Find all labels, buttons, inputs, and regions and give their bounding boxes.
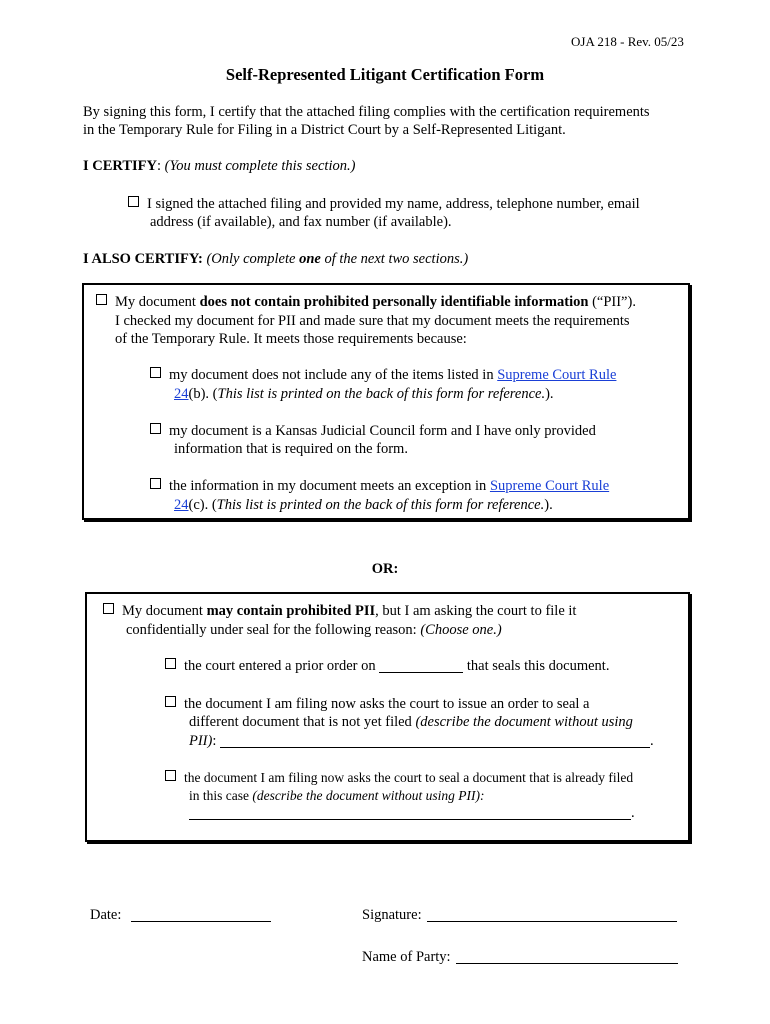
section2-opt2-line2-pre: different document that is not yet filed: [189, 714, 416, 730]
section2-opt2-line-3: [189, 733, 654, 750]
section2-opt3-line-1: the document I am filing now asks the court to seal a document that is already filed: [184, 770, 634, 785]
checkbox[interactable]: [165, 696, 176, 707]
party-row: [362, 949, 678, 966]
checkbox[interactable]: [96, 294, 107, 305]
section2-opt3-line2-pre: in this case: [189, 788, 253, 803]
certify-instruction: (You must complete this section.): [164, 158, 356, 174]
section1-lead-pre: My document: [115, 294, 200, 310]
section1-opt1-end: ).: [545, 386, 554, 402]
certify-item-line-2: address (if available), and fax number (if available).: [150, 214, 452, 230]
unfiled-document-description-field[interactable]: [220, 733, 650, 748]
section2-opt3-line2-ital: (describe the document without using PII):: [252, 788, 485, 803]
section2-opt2-line3-ital: PII): [189, 733, 213, 749]
section2-opt3-line-2: [189, 788, 484, 804]
checkbox[interactable]: [103, 603, 114, 614]
checkbox[interactable]: [165, 658, 176, 669]
section2-opt3-line3-end: .: [631, 805, 635, 821]
also-certify-instr-pre: (Only complete: [206, 251, 300, 267]
certify-heading-line: I CERTIFY: (You must complete this section.): [83, 158, 356, 174]
section2-opt1-post: that seals this document.: [463, 658, 610, 674]
section2-lead-bold: may contain prohibited PII: [206, 603, 376, 619]
section1-line-2: I checked my document for PII and made sure that my document meets the requirements: [115, 313, 630, 329]
section1-opt1-mid: (b). (: [188, 386, 218, 402]
section1-lead-post: (“PII”).: [588, 294, 636, 310]
date-label: Date:: [90, 907, 122, 923]
date-field[interactable]: [131, 907, 271, 922]
also-certify-instr-post: of the next two sections.): [320, 251, 469, 267]
section1-opt3-ital: This list is printed on the back of this form for reference.: [216, 497, 545, 513]
section1-opt3-text: the information in my document meets an exception in: [169, 478, 490, 494]
prior-order-date-field[interactable]: [379, 658, 463, 673]
signature-label: Signature:: [362, 907, 422, 923]
form-id: OJA 218 - Rev. 05/23: [571, 34, 684, 49]
certify-item-line-1: I signed the attached filing and provided my name, address, telephone number, email: [147, 196, 640, 212]
section1-opt3-mid: (c). (: [188, 497, 217, 513]
section2-lead-pre: My document: [122, 603, 207, 619]
supreme-court-rule-link[interactable]: Supreme Court Rule: [497, 367, 617, 383]
section2-opt2-line3-end: .: [650, 733, 654, 749]
filed-document-description-field[interactable]: [189, 805, 631, 820]
section1-lead: [96, 294, 636, 311]
also-certify-line: [83, 251, 468, 268]
section1-opt2-line-2: information that is required on the form.: [174, 441, 408, 457]
or-divider: OR:: [371, 561, 399, 577]
section2-opt2-line-1: the document I am filing now asks the court to issue an order to seal a: [184, 696, 590, 712]
signature-field[interactable]: [427, 907, 677, 922]
section2-opt3-line-3: [189, 805, 635, 822]
checkbox[interactable]: [128, 196, 139, 207]
signature-row: [362, 907, 677, 924]
section2-option-2: [165, 696, 590, 713]
party-name-label: Name of Party:: [362, 949, 451, 965]
intro-line-2: in the Temporary Rule for Filing in a District Court by a Self-Represented Litigant.: [83, 122, 566, 138]
party-name-field[interactable]: [456, 949, 678, 964]
section2-line-2: [126, 622, 502, 639]
page-title: Self-Represented Litigant Certification Form: [225, 65, 545, 84]
section1-option-1: [150, 367, 616, 384]
section1-option-1-cont: [174, 386, 554, 403]
section1-line-3: of the Temporary Rule. It meets those requirements because:: [115, 331, 467, 347]
section2-line2-pre: confidentially under seal for the following reason:: [126, 622, 421, 638]
section2-opt2-line2-ital: (describe the document without using: [415, 714, 633, 730]
checkbox[interactable]: [150, 423, 161, 434]
date-row: [90, 907, 271, 924]
section2-option-1: [165, 658, 609, 675]
certify-heading: I CERTIFY: [83, 158, 158, 174]
section1-option-3-cont: [174, 497, 553, 514]
rule-24-link[interactable]: 24: [174, 497, 189, 513]
also-certify-instr-bold: one: [299, 251, 321, 267]
section1-opt1-text: my document does not include any of the items listed in: [169, 367, 498, 383]
rule-24-link[interactable]: 24: [174, 386, 189, 402]
section2-lead: [103, 603, 576, 620]
section1-option-3: [150, 478, 609, 495]
section2-lead-post: , but I am asking the court to file it: [375, 603, 577, 619]
checkbox[interactable]: [165, 770, 176, 781]
checkbox[interactable]: [150, 478, 161, 489]
also-certify-heading: I ALSO CERTIFY:: [83, 251, 203, 267]
section2-opt2-line3-post: :: [212, 733, 220, 749]
section2-opt1-pre: the court entered a prior order on: [184, 658, 380, 674]
section2-opt2-line-2: [189, 714, 633, 731]
section1-lead-bold: does not contain prohibited personally identifiable information: [199, 294, 589, 310]
section2-option-3: [165, 770, 633, 786]
supreme-court-rule-link[interactable]: Supreme Court Rule: [489, 478, 610, 494]
section1-opt1-ital: This list is printed on the back of this form for reference.: [217, 386, 546, 402]
section1-opt2-line-1: my document is a Kansas Judicial Council form and I have only provided: [169, 423, 596, 439]
section1-opt3-end: ).: [544, 497, 553, 513]
section2-line2-ital: (Choose one.): [420, 622, 502, 638]
section1-option-2: [150, 423, 596, 440]
certify-item: [128, 196, 640, 213]
intro-line-1: By signing this form, I certify that the attached filing complies with the certification requirements: [83, 104, 650, 120]
checkbox[interactable]: [150, 367, 161, 378]
